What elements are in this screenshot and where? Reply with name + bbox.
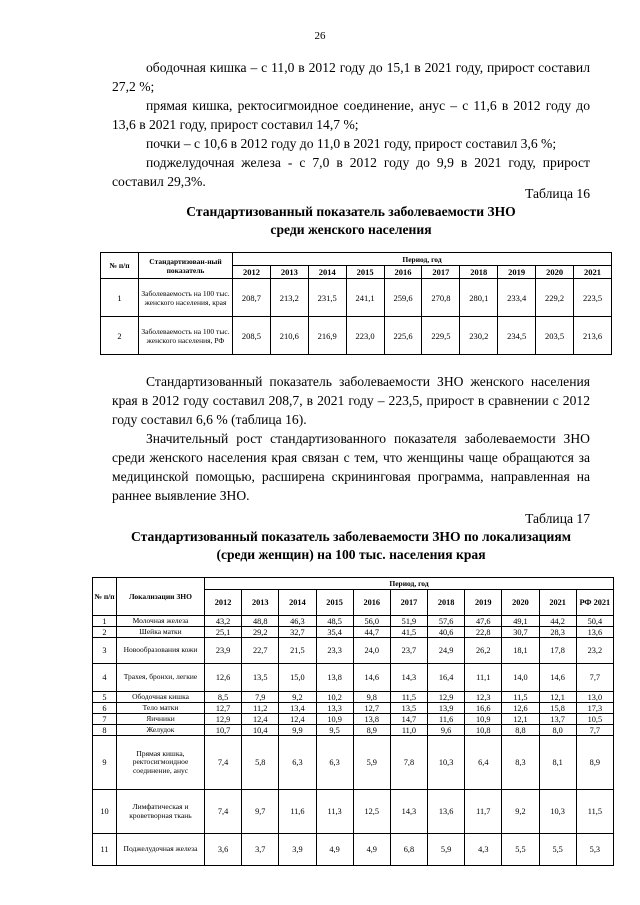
- year-header: 2012: [233, 266, 271, 279]
- table-cell: 10,7: [205, 725, 242, 736]
- table-cell: 259,6: [384, 279, 422, 317]
- table-cell: 5,5: [539, 834, 576, 866]
- paragraph-colon: ободочная кишка – с 11,0 в 2012 году до 15,1 в 2021 году, прирост составил 27,2 %;: [112, 60, 590, 94]
- table-cell: 241,1: [346, 279, 384, 317]
- table-cell: 8,9: [353, 725, 390, 736]
- table-row: [93, 664, 614, 692]
- table-cell: 14,6: [539, 664, 576, 692]
- table-cell: 3,7: [242, 834, 279, 866]
- row-label: Трахея, бронхи, легкие: [117, 664, 205, 692]
- table-cell: 3,9: [279, 834, 316, 866]
- table-cell: 280,1: [460, 279, 498, 317]
- table-cell: 12,7: [205, 703, 242, 714]
- table-cell: 23,9: [205, 638, 242, 664]
- row-label: Тело матки: [117, 703, 205, 714]
- year-header: 2019: [465, 590, 502, 616]
- table-cell: 210,6: [270, 317, 308, 355]
- table-cell: 14,0: [502, 664, 539, 692]
- table-cell: 5,9: [353, 736, 390, 790]
- table-header-indicator: Стандартизован-ный показатель: [139, 253, 233, 279]
- table-cell: 32,7: [279, 627, 316, 638]
- table-cell: 11,6: [428, 714, 465, 725]
- table-17-title: Стандартизованный показатель заболеваемости ЗНО по локализациям (среди женщин) на 100 тыс. населения края: [131, 529, 571, 562]
- table-cell: 7,7: [576, 725, 613, 736]
- table-cell: 11,5: [390, 692, 427, 703]
- table-cell: 23,2: [576, 638, 613, 664]
- table-header-number: № п/п: [93, 578, 117, 616]
- year-header: 2013: [242, 590, 279, 616]
- table-cell: 14,6: [353, 664, 390, 692]
- table-cell: 223,0: [346, 317, 384, 355]
- table-cell: 12,4: [279, 714, 316, 725]
- table-cell: 4,3: [465, 834, 502, 866]
- table-cell: 13,5: [242, 664, 279, 692]
- table-cell: 28,3: [539, 627, 576, 638]
- table-cell: 234,5: [498, 317, 536, 355]
- table-cell: 10,8: [465, 725, 502, 736]
- table-row: [93, 736, 614, 790]
- row-number: 6: [93, 703, 117, 714]
- table-cell: 10,4: [242, 725, 279, 736]
- table-row: [101, 317, 612, 355]
- table-row: [93, 692, 614, 703]
- table-cell: 9,5: [316, 725, 353, 736]
- year-header: 2018: [428, 590, 465, 616]
- table-cell: 13,0: [576, 692, 613, 703]
- table-row: [93, 638, 614, 664]
- table-cell: 13,8: [316, 664, 353, 692]
- table-cell: 12,5: [353, 790, 390, 834]
- table-cell: 229,5: [422, 317, 460, 355]
- table-cell: 24,0: [353, 638, 390, 664]
- row-number: 3: [93, 638, 117, 664]
- row-number: 1: [93, 616, 117, 627]
- year-header: 2017: [390, 590, 427, 616]
- row-label: Заболеваемость на 100 тыс. женского населения, края: [139, 279, 233, 317]
- table-cell: 7,8: [390, 736, 427, 790]
- table-row: [93, 703, 614, 714]
- row-number: 11: [93, 834, 117, 866]
- year-header: 2015: [346, 266, 384, 279]
- row-label: Желудок: [117, 725, 205, 736]
- table-cell: 6,4: [465, 736, 502, 790]
- table-cell: 8,0: [539, 725, 576, 736]
- table-cell: 213,2: [270, 279, 308, 317]
- table-cell: 203,5: [536, 317, 574, 355]
- year-header: 2012: [205, 590, 242, 616]
- table-cell: 25,1: [205, 627, 242, 638]
- year-header: 2017: [422, 266, 460, 279]
- table-cell: 12,6: [502, 703, 539, 714]
- table-row: [93, 714, 614, 725]
- table-cell: 10,3: [428, 736, 465, 790]
- table-cell: 13,4: [279, 703, 316, 714]
- table-cell: 11,1: [465, 664, 502, 692]
- table-cell: 15,0: [279, 664, 316, 692]
- table-cell: 16,6: [465, 703, 502, 714]
- row-number: 1: [101, 279, 139, 317]
- table-cell: 3,6: [205, 834, 242, 866]
- table-cell: 46,3: [279, 616, 316, 627]
- table-cell: 17,8: [539, 638, 576, 664]
- table-cell: 5,9: [428, 834, 465, 866]
- table-cell: 13,8: [353, 714, 390, 725]
- table-cell: 29,2: [242, 627, 279, 638]
- table-cell: 10,9: [465, 714, 502, 725]
- table-17-caption: Таблица 17: [525, 511, 590, 526]
- table-row: [101, 279, 612, 317]
- table-cell: 9,9: [279, 725, 316, 736]
- year-header: 2020: [536, 266, 574, 279]
- row-label: Ободочная кишка: [117, 692, 205, 703]
- table-cell: 23,7: [390, 638, 427, 664]
- table-cell: 11,5: [502, 692, 539, 703]
- table-cell: 12,9: [205, 714, 242, 725]
- paragraph-kidney: почки – с 10,6 в 2012 году до 11,0 в 2021 году, прирост составил 3,6 %;: [146, 136, 557, 151]
- table-cell: 13,9: [428, 703, 465, 714]
- table-cell: 18,1: [502, 638, 539, 664]
- row-label: Новообразования кожи: [117, 638, 205, 664]
- year-header: 2014: [308, 266, 346, 279]
- table-cell: 4,9: [353, 834, 390, 866]
- table-cell: 12,4: [242, 714, 279, 725]
- table-cell: 17,3: [576, 703, 613, 714]
- row-number: 2: [101, 317, 139, 355]
- table-cell: 47,6: [465, 616, 502, 627]
- year-header: 2021: [539, 590, 576, 616]
- year-header: 2018: [460, 266, 498, 279]
- table-row: [93, 627, 614, 638]
- table-row: [93, 834, 614, 866]
- table-cell: 208,5: [233, 317, 271, 355]
- table-cell: 16,4: [428, 664, 465, 692]
- table-17: [92, 577, 614, 866]
- row-number: 10: [93, 790, 117, 834]
- table-cell: 12,7: [353, 703, 390, 714]
- year-header: 2014: [279, 590, 316, 616]
- table-cell: 216,9: [308, 317, 346, 355]
- table-cell: 10,2: [316, 692, 353, 703]
- table-cell: 9,7: [242, 790, 279, 834]
- paragraph-summary: Стандартизованный показатель заболеваемости ЗНО женского населения края в 2012 году составил 208,7, в 2021 году – 223,5, прирост в сравнении с 2012 году составил 6,6 % (таблица 16).: [112, 374, 590, 427]
- table-cell: 5,3: [576, 834, 613, 866]
- table-cell: 9,2: [502, 790, 539, 834]
- table-cell: 35,4: [316, 627, 353, 638]
- table-cell: 7,4: [205, 736, 242, 790]
- table-cell: 7,7: [576, 664, 613, 692]
- table-cell: 7,4: [205, 790, 242, 834]
- year-header: 2020: [502, 590, 539, 616]
- table-cell: 50,4: [576, 616, 613, 627]
- year-header-rf: РФ 2021: [576, 590, 613, 616]
- table-cell: 44,7: [353, 627, 390, 638]
- row-label: Яичники: [117, 714, 205, 725]
- table-cell: 21,5: [279, 638, 316, 664]
- table-cell: 9,6: [428, 725, 465, 736]
- table-cell: 26,2: [465, 638, 502, 664]
- table-cell: 41,5: [390, 627, 427, 638]
- table-cell: 11,7: [465, 790, 502, 834]
- table-cell: 22,8: [465, 627, 502, 638]
- table-cell: 49,1: [502, 616, 539, 627]
- row-number: 8: [93, 725, 117, 736]
- row-number: 7: [93, 714, 117, 725]
- table-cell: 230,2: [460, 317, 498, 355]
- table-cell: 225,6: [384, 317, 422, 355]
- table-16-title: Стандартизованный показатель заболеваемости ЗНО среди женского населения: [186, 204, 516, 237]
- table-cell: 48,8: [242, 616, 279, 627]
- table-cell: 229,2: [536, 279, 574, 317]
- table-cell: 8,5: [205, 692, 242, 703]
- table-header-localization: Локализации ЗНО: [117, 578, 205, 616]
- table-cell: 22,7: [242, 638, 279, 664]
- row-number: 5: [93, 692, 117, 703]
- table-cell: 11,2: [242, 703, 279, 714]
- table-cell: 213,6: [574, 317, 612, 355]
- table-cell: 9,8: [353, 692, 390, 703]
- year-header: 2013: [270, 266, 308, 279]
- table-row: [93, 725, 614, 736]
- table-cell: 231,5: [308, 279, 346, 317]
- table-cell: 13,6: [576, 627, 613, 638]
- table-cell: 11,0: [390, 725, 427, 736]
- table-cell: 44,2: [539, 616, 576, 627]
- table-cell: 6,8: [390, 834, 427, 866]
- table-cell: 6,3: [279, 736, 316, 790]
- table-cell: 8,1: [539, 736, 576, 790]
- table-cell: 11,5: [576, 790, 613, 834]
- table-row: [93, 616, 614, 627]
- year-header: 2016: [384, 266, 422, 279]
- table-cell: 30,7: [502, 627, 539, 638]
- table-cell: 11,6: [279, 790, 316, 834]
- table-cell: 9,2: [279, 692, 316, 703]
- table-cell: 56,0: [353, 616, 390, 627]
- table-cell: 4,9: [316, 834, 353, 866]
- table-cell: 233,4: [498, 279, 536, 317]
- table-cell: 6,3: [316, 736, 353, 790]
- table-cell: 23,3: [316, 638, 353, 664]
- row-label: Молочная железа: [117, 616, 205, 627]
- table-cell: 12,9: [428, 692, 465, 703]
- table-cell: 10,5: [576, 714, 613, 725]
- table-cell: 10,9: [316, 714, 353, 725]
- paragraph-rectum: прямая кишка, ректосигмоидное соединение, анус – с 11,6 в 2012 году до 13,6 в 2021 году, прирост составил 14,7 %;: [112, 98, 590, 132]
- table-cell: 5,8: [242, 736, 279, 790]
- year-header: 2016: [353, 590, 390, 616]
- table-cell: 8,8: [502, 725, 539, 736]
- table-cell: 43,2: [205, 616, 242, 627]
- table-cell: 14,7: [390, 714, 427, 725]
- row-number: 4: [93, 664, 117, 692]
- table-cell: 13,3: [316, 703, 353, 714]
- row-label: Шейка матки: [117, 627, 205, 638]
- paragraph-pancreas: поджелудочная железа - с 7,0 в 2012 году до 9,9 в 2021 году, прирост составил 29,3%.: [112, 155, 590, 189]
- table-cell: 51,9: [390, 616, 427, 627]
- table-cell: 24,9: [428, 638, 465, 664]
- table-cell: 12,3: [465, 692, 502, 703]
- paragraph-growth-reason: Значительный рост стандартизованного показателя заболеваемости ЗНО среди женского населения края связан с тем, что женщины чаще обращаются за медицинской помощью, расширена скрининговая программа, направленная на раннее выявление ЗНО.: [112, 431, 590, 503]
- table-cell: 13,5: [390, 703, 427, 714]
- table-cell: 8,9: [576, 736, 613, 790]
- table-cell: 223,5: [574, 279, 612, 317]
- page-number: 26: [314, 30, 326, 42]
- table-header-number: № п/п: [101, 253, 139, 279]
- row-label: Заболеваемость на 100 тыс. женского населения, РФ: [139, 317, 233, 355]
- row-label: Прямая кишка, ректосигмоидное соединение, анус: [117, 736, 205, 790]
- row-number: 9: [93, 736, 117, 790]
- year-header: 2019: [498, 266, 536, 279]
- table-cell: 5,5: [502, 834, 539, 866]
- table-cell: 14,3: [390, 790, 427, 834]
- table-row: [93, 790, 614, 834]
- table-cell: 57,6: [428, 616, 465, 627]
- table-cell: 7,9: [242, 692, 279, 703]
- table-cell: 48,5: [316, 616, 353, 627]
- table-cell: 13,6: [428, 790, 465, 834]
- table-header-period: Период, год: [205, 578, 614, 590]
- table-cell: 12,6: [205, 664, 242, 692]
- table-cell: 12,1: [502, 714, 539, 725]
- row-label: Поджелудочная железа: [117, 834, 205, 866]
- table-cell: 15,8: [539, 703, 576, 714]
- table-cell: 14,3: [390, 664, 427, 692]
- year-header: 2015: [316, 590, 353, 616]
- table-16-caption: Таблица 16: [525, 186, 590, 201]
- table-cell: 13,7: [539, 714, 576, 725]
- table-cell: 270,8: [422, 279, 460, 317]
- table-cell: 8,3: [502, 736, 539, 790]
- table-cell: 12,1: [539, 692, 576, 703]
- year-header: 2021: [574, 266, 612, 279]
- table-cell: 10,3: [539, 790, 576, 834]
- table-cell: 208,7: [233, 279, 271, 317]
- table-header-period: Период, год: [233, 253, 612, 266]
- table-16: [100, 252, 612, 355]
- table-cell: 40,6: [428, 627, 465, 638]
- row-label: Лимфатическая и кроветворная ткань: [117, 790, 205, 834]
- table-cell: 11,3: [316, 790, 353, 834]
- row-number: 2: [93, 627, 117, 638]
